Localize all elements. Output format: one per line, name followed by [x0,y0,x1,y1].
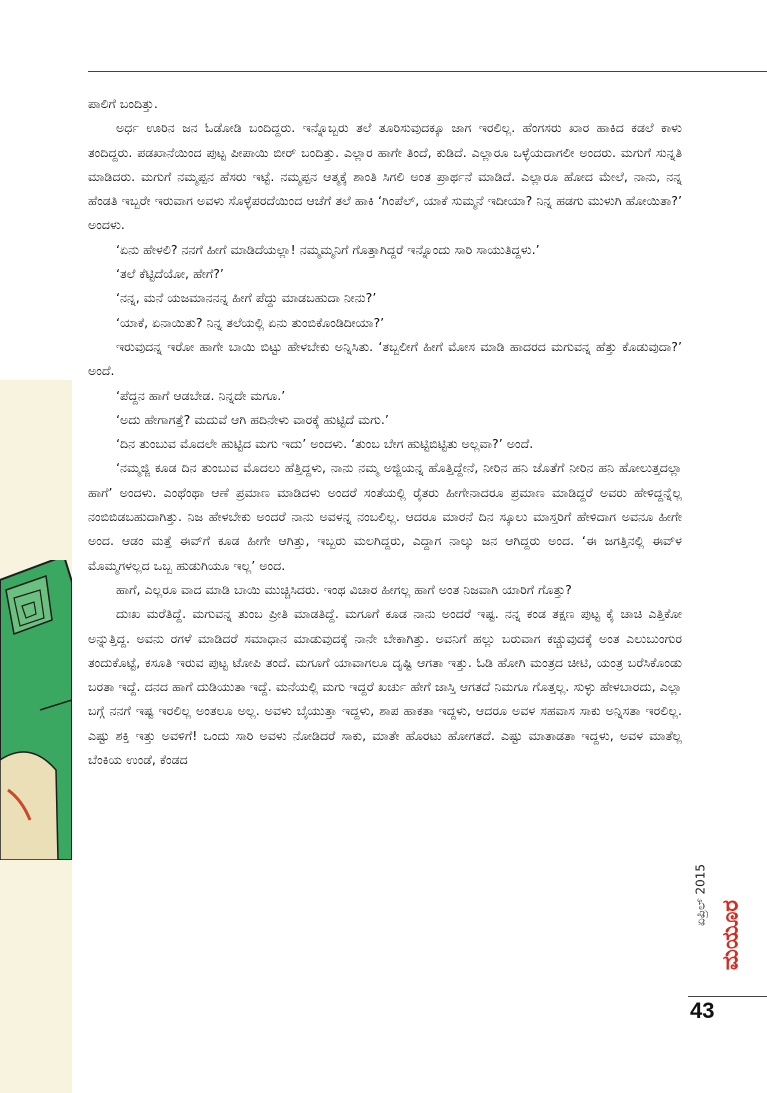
header-rule [88,71,767,72]
paragraph: ‘ದಿನ ತುಂಬುವ ಮೊದಲೇ ಹುಟ್ಟಿದ ಮಗು ಇದು’ ಅಂದಳು. ‘ತುಂಬ ಬೇಗ ಹುಟ್ಟಿಬಿಟ್ಟಿತು ಅಲ್ಲವಾ?’ ಅಂದೆ. [116,436,534,452]
issue-date: ಏಪ್ರಿಲ್ 2015 [693,864,708,926]
page-number: 43 [690,998,715,1023]
magazine-name: ಮಯೂರ [718,899,744,971]
footer-rule [688,996,767,997]
paragraph: ಪಾಲಿಗೆ ಬಂದಿತ್ತು. [88,96,158,111]
paragraph: ‘ಪೆದ್ದನ ಹಾಗೆ ಆಡಬೇಡ. ನಿನ್ನದೇ ಮಗೂ.’ [116,387,286,403]
paragraph: ‘ಏನು ಹೇಳಲಿ? ನನಗೆ ಹೀಗೆ ಮಾಡಿದೆಯಲ್ಲಾ! ನಮ್ಮಮ್ಮನಿಗೆ ಗೊತ್ತಾಗಿದ್ದರೆ ಇನ್ನೊಂದು ಸಾರಿ ಸಾಯುತಿದ್ದಳು.’ [116,241,540,257]
paragraph: ‘ನನ್ನ, ಮನೆ ಯಜಮಾನನನ್ನ ಹೀಗೆ ಪೆದ್ದು ಮಾಡಬಹುದಾ ನೀನು?’ [116,290,377,306]
paragraph: ದುಃಖ ಮರೆತಿದ್ದೆ. ಮಗುವನ್ನ ತುಂಬ ಪ್ರೀತಿ ಮಾಡತಿದ್ದೆ. ಮಗೂಗೆ ಕೂಡ ನಾನು ಅಂದರೆ ಇಷ್ಟ. ನನ್ನ ಕಂಡ ತಕ್ಷಣ ಪುಟ್ಟ ಕೈ ಚಾಚಿ ಎತ್ತಿಕೋ ಅನ್ನುತ್ತಿದ್ದ. ಅವನು ರಗಳೆ ಮಾಡಿದರೆ ಸಮಾಧಾನ ಮಾಡುವುದಕ್ಕೆ ನಾನೇ ಬೇಕಾಗಿತ್ತು. ಅವನಿಗೆ ಹಲ್ಲು ಬರುವಾಗ ಕಚ್ಚುವುದಕ್ಕೆ ಅಂತ ಎಲುಬುಂಗುರ ತಂದುಕೊಟ್ಟೆ, ಕಸೂತಿ ಇರುವ ಪುಟ್ಟ ಟೋಪಿ ತಂದೆ. ಮಗೂಗೆ ಯಾವಾಗಲೂ ದೃಷ್ಟಿ ಆಗತಾ ಇತ್ತು. ಓಡಿ ಹೋಗಿ ಮಂತ್ರದ ಚೀಟಿ, ಯಂತ್ರ ಬರೆಸಿಕೊಂಡು ಬರತಾ ಇದ್ದೆ. ದನದ ಹಾಗೆ ದುಡಿಯುತಾ ಇದ್ದೆ. ಮನೆಯಲ್ಲಿ ಮಗು ಇದ್ದರೆ ಖರ್ಚು ಹೇಗೆ ಜಾಸ್ತಿ ಆಗತದೆ ನಿಮಗೂ ಗೊತ್ತಲ್ಲ. ಸುಳ್ಳು ಹೇಳಬಾರದು, ಎಲ್ಲಾ ಬಗ್ಗೆ ನನಗೆ ಇಷ್ಟ ಇರಲಿಲ್ಲ ಅಂತಲೂ ಅಲ್ಲ. ಅವಳು ಬೈಯುತ್ತಾ ಇದ್ದಳು, ಶಾಪ ಹಾಕತಾ ಇದ್ದಳು, ಆದರೂ ಅವಳ ಸಹವಾಸ ಸಾಕು ಅನ್ನಿಸತಾ ಇರಲಿಲ್ಲ. ಎಷ್ಟು ಶಕ್ತಿ ಇತ್ತು ಅವಳಿಗೆ! ಒಂದು ಸಾರಿ ಅವಳು ನೋಡಿದರೆ ಸಾಕು, ಮಾತೇ ಹೊರಟು ಹೋಗತದೆ. ಎಷ್ಟು ಮಾತಾಡತಾ ಇದ್ದಳು, ಅವಳ ಮಾತೆಲ್ಲ ಬೆಂಕಿಯ ಉಂಡೆ, ಕೆಂಡದ [88,606,682,768]
cartoon-illustration [0,560,72,860]
paragraph: ‘ನಮ್ಮಜ್ಜಿ ಕೂಡ ದಿನ ತುಂಬುವ ಮೊದಲು ಹೆತ್ತಿದ್ದಳು, ನಾನು ನಮ್ಮ ಅಜ್ಜಿಯನ್ನ ಹೊತ್ತಿದ್ದೇನೆ, ನೀರಿನ ಹನಿ ಜೊತೆಗೆ ನೀರಿನ ಹನಿ ಹೋಲುತ್ತದಲ್ಲಾ ಹಾಗೆ’ ಅಂದಳು. ಎಂಥೆಂಥಾ ಆಣೆ ಪ್ರಮಾಣ ಮಾಡಿದಳು ಅಂದರೆ ಸಂತೆಯಲ್ಲಿ ರೈತರು ಹೀಗೇನಾದರೂ ಪ್ರಮಾಣ ಮಾಡಿದ್ದರೆ ಅವರು ಹೇಳಿದ್ದನ್ನೆಲ್ಲ ನಂಬಿಬಿಡಬಹುದಾಗಿತ್ತು. ನಿಜ ಹೇಳಬೇಕು ಅಂದರೆ ನಾನು ಅವಳನ್ನ ನಂಬಲಿಲ್ಲ. ಆದರೂ ಮಾರನೆ ದಿನ ಸ್ಕೂಲು ಮಾಸ್ತರಿಗೆ ಹೇಳಿದಾಗ ಅವನೂ ಹೀಗೇ ಅಂದ. ಆಡಂ ಮತ್ತೆ ಈವ್‌ಗೆ ಕೂಡ ಹೀಗೇ ಆಗಿತ್ತು, ಇಬ್ಬರು ಮಲಗಿದ್ದರು, ಎದ್ದಾಗ ನಾಲ್ಕು ಜನ ಆಗಿದ್ದರು ಅಂದ. ‘ಈ ಜಗತ್ತಿನಲ್ಲಿ ಈವ್‌ಳ ಮೊಮ್ಮಗಳಲ್ಲದ ಒಬ್ಬ ಹುಡುಗಿಯೂ ಇಲ್ಲ’ ಅಂದ. [88,460,682,573]
paragraph: ‘ಯಾಕೆ, ಏನಾಯಿತು? ನಿನ್ನ ತಲೆಯಲ್ಲಿ ಏನು ತುಂಬಿಕೊಂಡಿದೀಯಾ?’ [116,314,385,330]
issue-date-vertical [684,800,718,990]
paragraph: ಅರ್ಧ ಊರಿನ ಜನ ಓಡೋಡಿ ಬಂದಿದ್ದರು. ಇನ್ನೊಬ್ಬರು ತಲೆ ತೂರಿಸುವುದಕ್ಕೂ ಜಾಗ ಇರಲಿಲ್ಲ. ಹೆಂಗಸರು ಖಾರ ಹಾಕಿದ ಕಡಲೆ ಕಾಳು ತಂದಿದ್ದರು. ಪಡಖಾನೆಯಿಂದ ಪುಟ್ಟ ಪೀಪಾಯಿ ಬೀರ್ ಬಂದಿತ್ತು. ಎಲ್ಲಾರ ಹಾಗೇ ತಿಂದೆ, ಕುಡಿದೆ. ಎಲ್ಲಾರೂ ಒಳ್ಳೆಯದಾಗಲೀ ಅಂದರು. ಮಗುಗೆ ಸುನ್ನತಿ ಮಾಡಿದರು. ಮಗುಗೆ ನಮ್ಮಪ್ಪನ ಹೆಸರು ಇಟ್ಟೆ. ನಮ್ಮಪ್ಪನ ಆತ್ಮಕ್ಕೆ ಶಾಂತಿ ಸಿಗಲಿ ಅಂತ ಪ್ರಾರ್ಥನೆ ಮಾಡಿದೆ. ಎಲ್ಲಾರೂ ಹೋದ ಮೇಲೆ, ನಾನು, ನನ್ನ ಹೆಂಡತಿ ಇಬ್ಬರೇ ಇರುವಾಗ ಅವಳು ಸೊಳ್ಳೆಪರದೆಯಿಂದ ಆಚೆಗೆ ತಲೆ ಹಾಕಿ ‘ಗಿಂಪೆಲ್, ಯಾಕೆ ಸುಮ್ಮನೆ ಇದೀಯಾ? ನಿನ್ನ ಹಡಗು ಮುಳುಗಿ ಹೋಯಿತಾ?’ ಅಂದಳು. [88,120,682,233]
paragraph: ಇರುವುದನ್ನ ಇರೋ ಹಾಗೇ ಬಾಯಿ ಬಿಟ್ಟು ಹೇಳಬೇಕು ಅನ್ನಿಸಿತು. ‘ತಬ್ಬಲೀಗೆ ಹೀಗೆ ಮೋಸ ಮಾಡಿ ಹಾದರದ ಮಗುವನ್ನ ಹೆತ್ತು ಕೊಡುವುದಾ?’ ಅಂದೆ. [88,338,682,379]
paragraph: ‘ಅದು ಹೇಗಾಗತ್ತೆ? ಮದುವೆ ಆಗಿ ಹದಿನೇಳು ವಾರಕ್ಕೆ ಹುಟ್ಟಿದೆ ಮಗು.’ [116,411,389,427]
magazine-name-vertical [720,880,742,990]
article-body [88,92,682,772]
paragraph: ‘ತಲೆ ಕೆಟ್ಟಿದೆಯೋ, ಹೇಗೆ?’ [116,266,224,282]
paragraph: ಹಾಗೆ, ಎಲ್ಲರೂ ವಾದ ಮಾಡಿ ಬಾಯಿ ಮುಚ್ಚಿಸಿದರು. ಇಂಥ ವಿಚಾರ ಹೀಗಲ್ಲ ಹಾಗೆ ಅಂತ ನಿಜವಾಗಿ ಯಾರಿಗೆ ಗೊತ್ತು? [116,581,572,597]
